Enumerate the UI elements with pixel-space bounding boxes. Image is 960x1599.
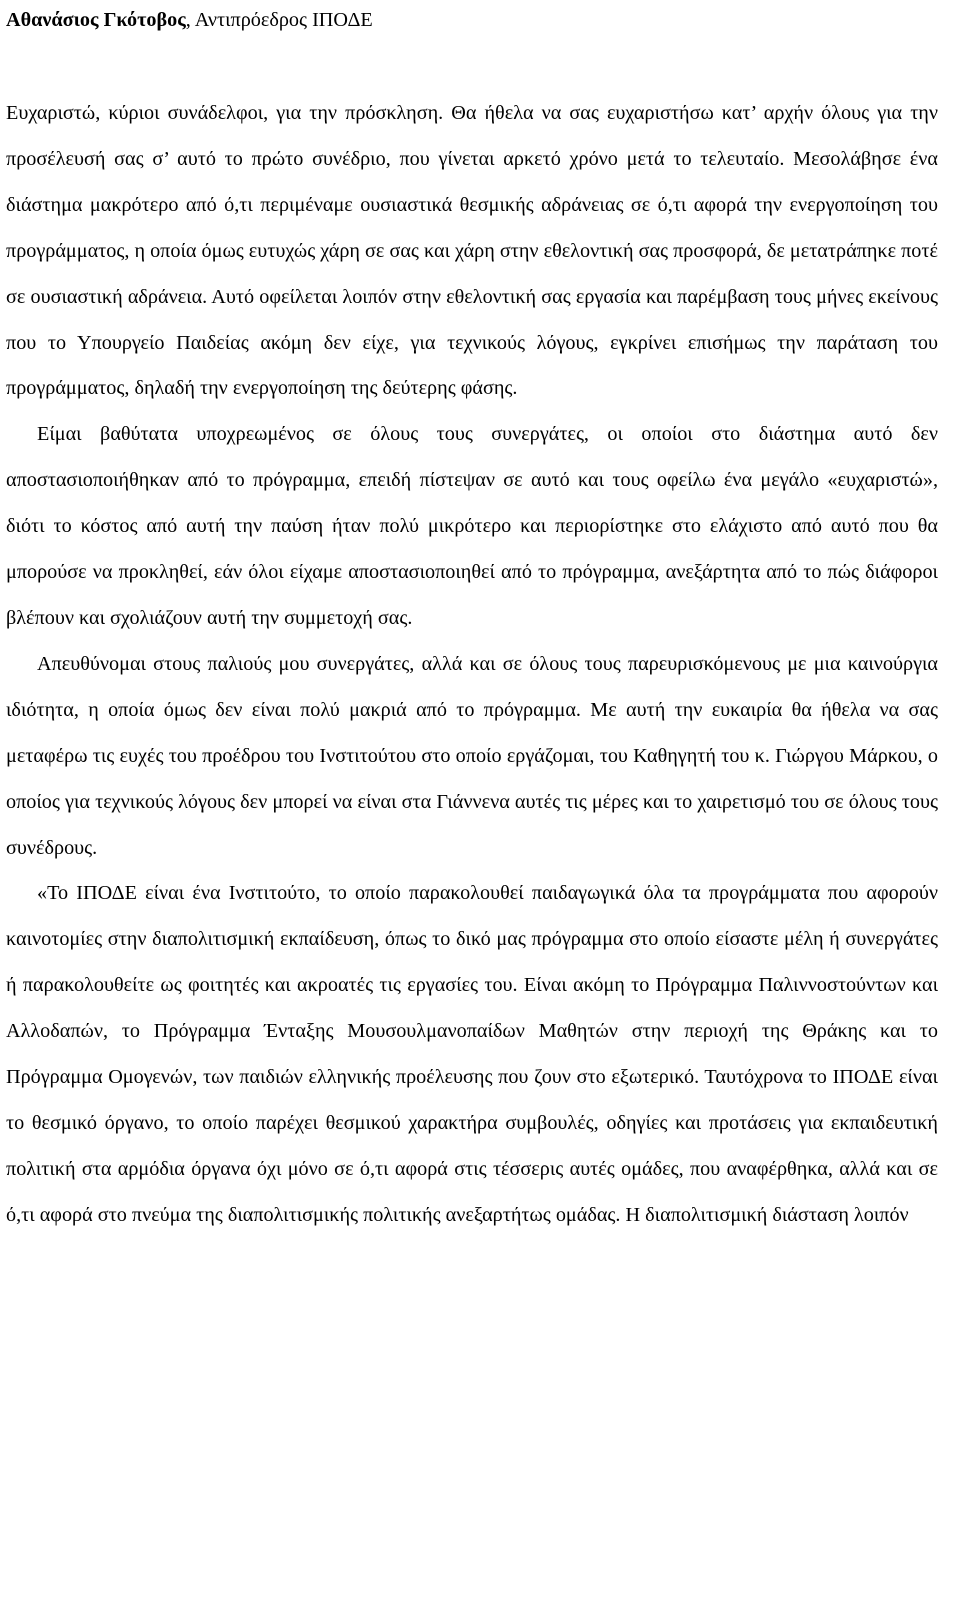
paragraph-3: Απευθύνομαι στους παλιούς μου συνεργάτες, αλλά και σε όλους τους παρευρισκόμενους με μια καινούργια ιδιότητα, η οποία όμως δεν είναι πολύ μακριά από το πρόγραμμα. Με αυτή την ευκαιρία θα ήθελα να σας μεταφέρω τις ευχές του προέδρου του Ινστιτούτου στο οποίο εργάζομαι, του Καθηγητή του κ. Γιώργου Μάρκου, ο οποίος για τεχνικούς λόγους δεν μπορεί να είναι στα Γιάννενα αυτές τις μέρες και το χαιρετισμό του σε όλους τους συνέδρους. bbox=[6, 652, 938, 859]
speaker-name: Αθανάσιος Γκότοβος bbox=[6, 9, 186, 31]
paragraph-2: Είμαι βαθύτατα υποχρεωμένος σε όλους τους συνεργάτες, οι οποίοι στο διάστημα αυτό δεν αποστασιοποιήθηκαν από το πρόγραμμα, επειδή πίστεψαν σε αυτό και τους οφείλω ένα μεγάλο «ευχαριστώ», διότι το κόστος από αυτή την παύση ήταν πολύ μικρότερο και περιορίστηκε στο ελάχιστο από αυτό που θα μπορούσε να προκληθεί, εάν όλοι είχαμε αποστασιοποιηθεί από το πρόγραμμα, ανεξάρτητα από το πώς διάφοροι βλέπουν και σχολιάζουν αυτή την συμμετοχή σας. bbox=[6, 423, 938, 629]
header-spacer bbox=[6, 40, 938, 91]
speaker-role: , Αντιπρόεδρος ΙΠΟΔΕ bbox=[185, 9, 373, 31]
paragraph-4: «Το ΙΠΟΔΕ είναι ένα Ινστιτούτο, το οποίο παρακολουθεί παιδαγωγικά όλα τα προγράμματα που αφορούν καινοτομίες στην διαπολιτισμική εκπαίδευση, όπως το δικό μας πρόγραμμα στο οποίο είσαστε μέλη ή συνεργάτες ή παρακολουθείτε ως φοιτητές και ακροατές τις εργασίες του. Είναι ακόμη το Πρόγραμμα Παλιννοστούντων και Αλλοδαπών, το Πρόγραμμα Ένταξης Μουσουλμανοπαίδων Μαθητών στην περιοχή της Θράκης και το Πρόγραμμα Ομογενών, των παιδιών ελληνικής προέλευσης που ζουν στο εξωτερικό. Ταυτόχρονα το ΙΠΟΔΕ είναι το θεσμικό όργανο, το οποίο παρέχει θεσμικού χαρακτήρα συμβουλές, οδηγίες και προτάσεις για εκπαιδευτική πολιτική στα αρμόδια όργανα όχι μόνο σε ό,τι αφορά στις τέσσερις αυτές ομάδες, που αναφέρθηκα, αλλά και σε ό,τι αφορά στο πνεύμα της διαπολιτισμικής πολιτικής ανεξαρτήτως ομάδας. Η διαπολιτισμική διάσταση λοιπόν bbox=[6, 882, 938, 1226]
document-page bbox=[6, 0, 938, 1239]
speaker-header bbox=[6, 0, 938, 40]
paragraph-1: Ευχαριστώ, κύριοι συνάδελφοι, για την πρόσκληση. Θα ήθελα να σας ευχαριστήσω κατ’ αρχήν όλους για την προσέλευσή σας σ’ αυτό το πρώτο συνέδριο, που γίνεται αρκετό χρόνο μετά το τελευταίο. Μεσολάβησε ένα διάστημα μακρότερο από ό,τι περιμέναμε ουσιαστικά θεσμικής αδράνειας σε ό,τι αφορά την ενεργοποίηση του προγράμματος, η οποία όμως ευτυχώς χάρη σε σας και χάρη στην εθελοντική σας προσφορά, δε μετατράπηκε ποτέ σε ουσιαστική αδράνεια. Αυτό οφείλεται λοιπόν στην εθελοντική σας εργασία και παρέμβαση τους μήνες εκείνους που το Υπουργείο Παιδείας ακόμη δεν είχε, για τεχνικούς λόγους, εγκρίνει επισήμως την παράταση του προγράμματος, δηλαδή την ενεργοποίηση της δεύτερης φάσης. bbox=[6, 102, 938, 400]
